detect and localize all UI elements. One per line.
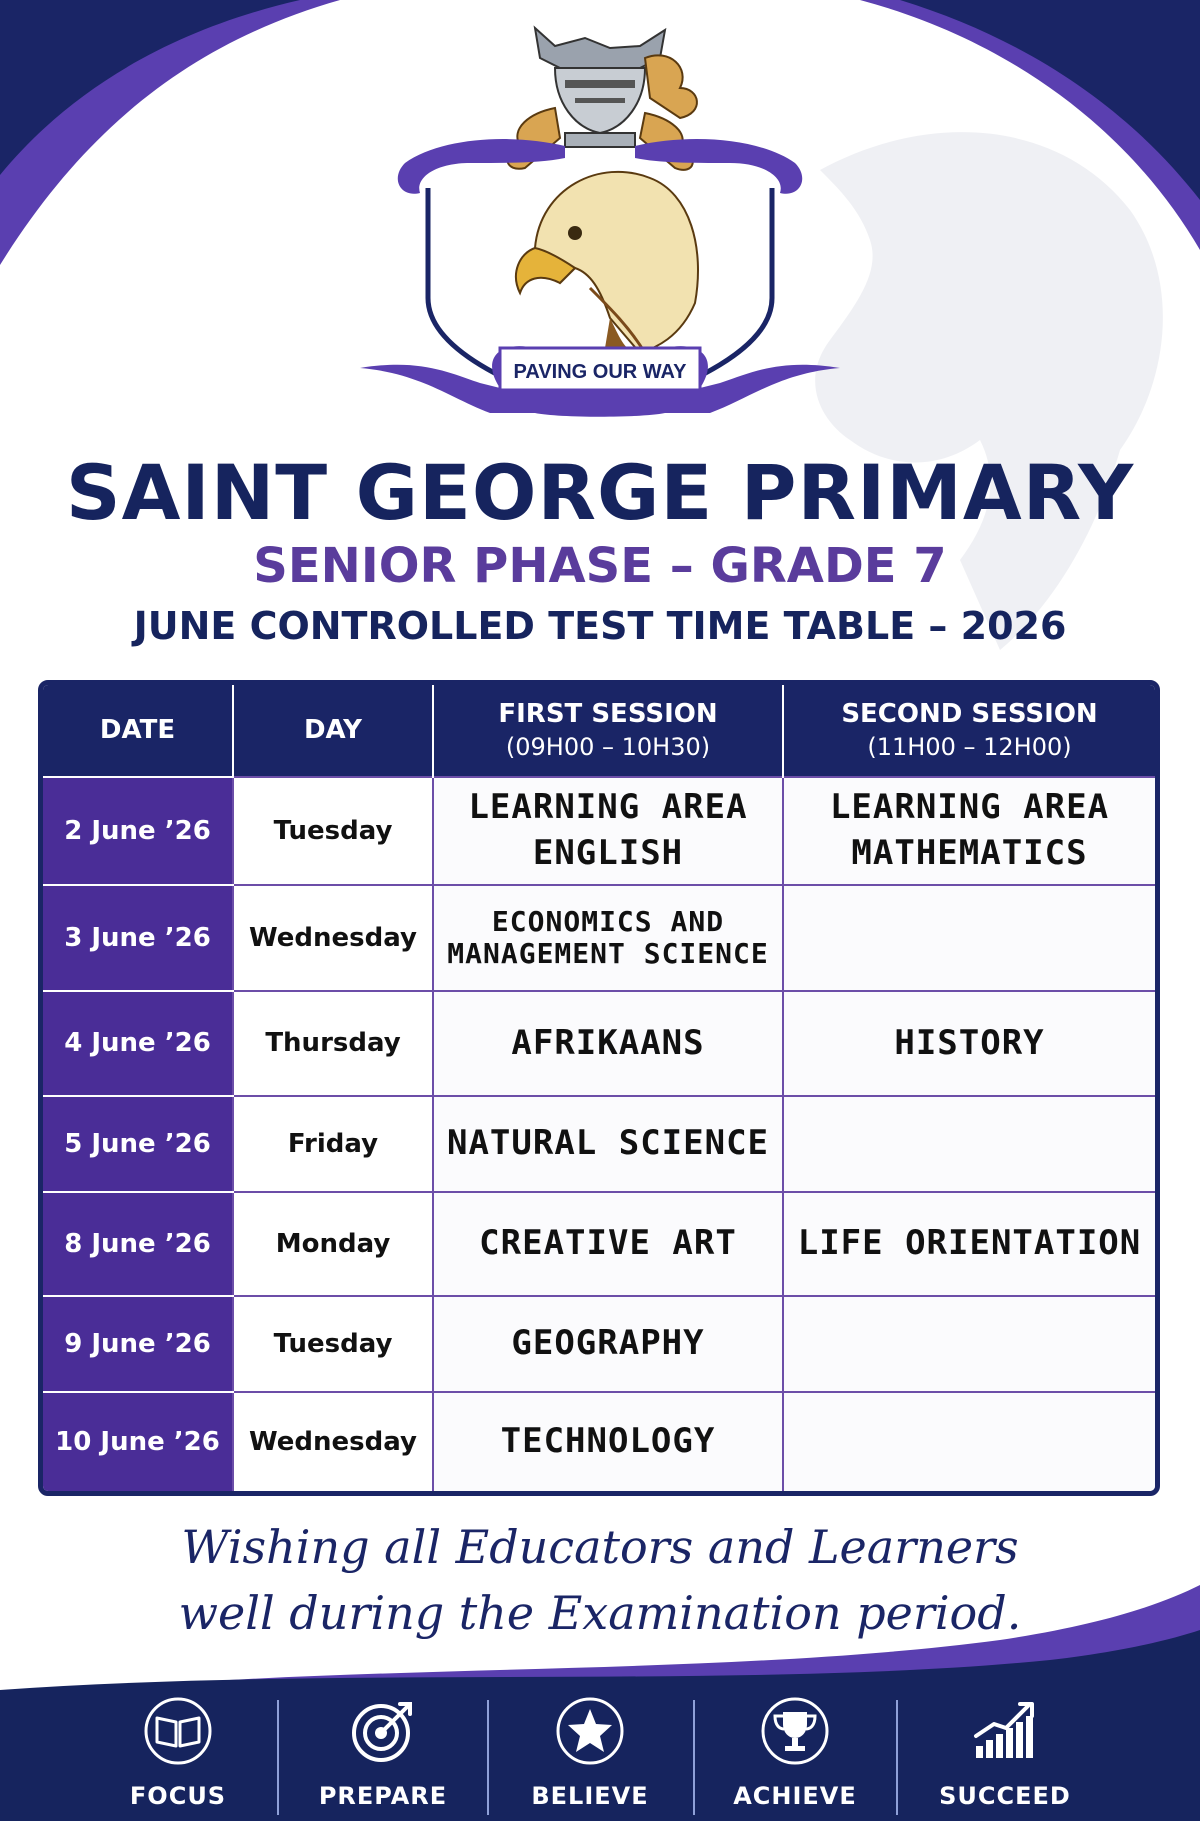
second-session-time: (11H00 – 12H00) — [867, 732, 1072, 761]
day-cell: Monday — [233, 1192, 433, 1296]
footer-item-achieve — [695, 1690, 895, 1821]
target-icon — [348, 1696, 418, 1766]
date-cell: 10 June ’26 — [43, 1392, 233, 1491]
subject-line: ENGLISH — [532, 832, 684, 873]
subject-line: LEARNING AREA — [829, 786, 1110, 827]
footer-item-believe — [490, 1690, 690, 1821]
timetable — [38, 680, 1160, 1496]
footer-item-prepare — [283, 1690, 483, 1821]
first-session-cell: CREATIVE ART — [433, 1192, 783, 1296]
column-header-date: DATE — [43, 685, 233, 777]
date-cell: 8 June ’26 — [43, 1192, 233, 1296]
footer-item-succeed — [905, 1690, 1105, 1821]
date-cell: 2 June ’26 — [43, 777, 233, 885]
school-crest-logo — [360, 18, 840, 458]
trophy-icon — [760, 1696, 830, 1766]
footer-label: SUCCEED — [939, 1782, 1071, 1810]
mantling-left — [398, 139, 565, 194]
crest-motto: PAVING OUR WAY — [513, 361, 687, 383]
school-name: SAINT GEORGE PRIMARY — [65, 448, 1135, 537]
footer-item-focus — [78, 1690, 278, 1821]
column-header-second-session — [783, 685, 1155, 777]
date-cell: 3 June ’26 — [43, 885, 233, 992]
table-row — [43, 1096, 1155, 1193]
first-session-cell — [433, 885, 783, 992]
wishes-line-1: Wishing all Educators and Learners — [181, 1520, 1019, 1574]
second-session-cell — [783, 777, 1155, 885]
timetable-grid — [43, 685, 1155, 1491]
footer-values-bar — [0, 1690, 1200, 1821]
table-row — [43, 1192, 1155, 1296]
date-cell: 4 June ’26 — [43, 991, 233, 1096]
first-session-time: (09H00 – 10H30) — [505, 732, 711, 761]
second-session-cell: LIFE ORIENTATION — [783, 1192, 1155, 1296]
day-cell: Wednesday — [233, 885, 433, 992]
second-session-cell: HISTORY — [783, 991, 1155, 1096]
footer-divider — [277, 1700, 279, 1815]
date-cell: 5 June ’26 — [43, 1096, 233, 1193]
day-cell: Thursday — [233, 991, 433, 1096]
timetable-title: JUNE CONTROLLED TEST TIME TABLE – 2026 — [133, 604, 1067, 648]
footer-label: ACHIEVE — [733, 1782, 857, 1810]
footer-divider — [896, 1700, 898, 1815]
star-icon — [555, 1696, 625, 1766]
wishes-line-2: well during the Examination period. — [178, 1586, 1022, 1640]
day-cell: Wednesday — [233, 1392, 433, 1491]
footer-divider — [487, 1700, 489, 1815]
column-header-day: DAY — [233, 685, 433, 777]
table-row — [43, 1392, 1155, 1491]
day-cell: Tuesday — [233, 1296, 433, 1393]
subject-line: MATHEMATICS — [851, 832, 1088, 873]
footer-label: BELIEVE — [531, 1782, 649, 1810]
second-session-cell — [783, 1296, 1155, 1393]
subject-line: ECONOMICS AND — [491, 904, 725, 938]
column-header-first-session — [433, 685, 783, 777]
book-icon — [143, 1696, 213, 1766]
table-row — [43, 991, 1155, 1096]
footer-label: PREPARE — [318, 1782, 448, 1810]
growth-chart-icon — [970, 1696, 1040, 1766]
table-row — [43, 885, 1155, 992]
second-session-cell — [783, 1096, 1155, 1193]
first-session-cell: AFRIKAANS — [433, 991, 783, 1096]
date-cell: 9 June ’26 — [43, 1296, 233, 1393]
first-session-cell: NATURAL SCIENCE — [433, 1096, 783, 1193]
first-session-cell — [433, 777, 783, 885]
second-session-label: SECOND SESSION — [841, 699, 1098, 729]
day-cell: Friday — [233, 1096, 433, 1193]
phase-heading: SENIOR PHASE – GRADE 7 — [253, 538, 947, 594]
subject-line: LEARNING AREA — [468, 786, 748, 827]
second-session-cell — [783, 1392, 1155, 1491]
table-row — [43, 1296, 1155, 1393]
first-session-cell: GEOGRAPHY — [433, 1296, 783, 1393]
subject-line: MANAGEMENT SCIENCE — [447, 936, 769, 970]
first-session-cell: TECHNOLOGY — [433, 1392, 783, 1491]
table-header-row — [43, 685, 1155, 777]
first-session-label: FIRST SESSION — [498, 699, 718, 729]
table-row — [43, 777, 1155, 885]
day-cell: Tuesday — [233, 777, 433, 885]
footer-label: FOCUS — [129, 1782, 227, 1810]
second-session-cell — [783, 885, 1155, 992]
